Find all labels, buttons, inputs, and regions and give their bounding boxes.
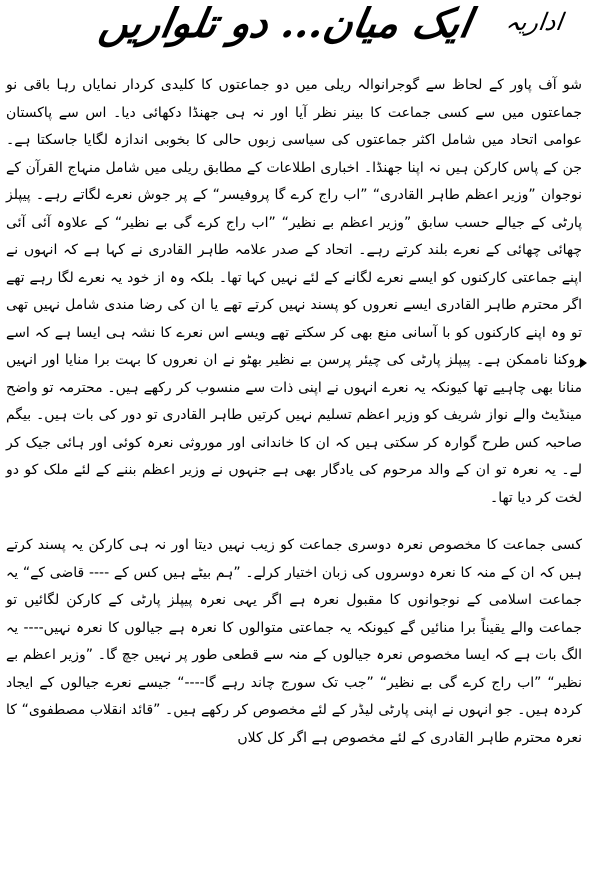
editorial-header	[0, 0, 590, 72]
editorial-article	[0, 72, 590, 752]
paragraph-2: کسی جماعت کا مخصوص نعرہ دوسری جماعت کو زیب نہیں دیتا اور نہ ہی کارکن یہ پسند کرتے ہیں کہ ان کے منہ کا نعرہ دوسروں کی زبان اختیار کرلے۔ ”ہم بیٹے ہیں کس کے ---- قاضی کے“ یہ جماعت اسلامی کے نوجوانوں کا مقبول نعرہ ہے اگر یہی نعرہ پیپلز پارٹی کے کارکن لگائیں تو جماعت والے یقیناً برا منائیں گے کیونکہ یہ جماعتی متوالوں کا نعرہ ہے جیالوں کا نعرہ نہیں---- یہ الگ بات ہے کہ ایسا مخصوص نعرہ جیالوں کے منہ سے قطعی طور پر نہیں جچ گا۔ ”وزیر اعظم بے نظیر“ ”اب راج کرے گی بے نظیر“ ”جب تک سورج چاند رہے گا----“ جیسے نعرے جیالوں کے ایجاد کردہ ہیں۔ جو انہوں نے اپنی پارٹی لیڈر کے لئے مخصوص کر رکھے ہیں۔ ”قائد انقلاب مصطفوی“ کا نعرہ محترم طاہر القادری کے لئے مخصوص ہے اگر کل کلاں	[6, 537, 582, 746]
editorial-headline: ایک میان... دو تلواریں	[95, 0, 475, 47]
paragraph-spacer	[0, 512, 590, 532]
paragraph-1: شو آف پاور کے لحاظ سے گوجرانوالہ ریلی میں دو جماعتوں کا کلیدی کردار نمایاں رہا باقی نو جماعتوں میں سے کسی جماعت کا بینر نظر آیا اور نہ ہی جھنڈا دکھائی دیا۔ اس سے پاکستان عوامی اتحاد میں شامل اکثر جماعتوں کی سیاسی زبوں حالی کا بخوبی اندازہ لگایا جاسکتا ہے۔ جن کے پاس کارکن ہیں نہ اپنا جھنڈا۔ اخباری اطلاعات کے مطابق ریلی میں شامل منہاج القرآن کے نوجوان ”وزیر اعظم طاہر القادری“ ”اب راج کرے گا پروفیسر“ کے پر جوش نعرے لگاتے رہے۔ پیپلز پارٹی کے جیالے حسب سابق ”وزیر اعظم بے نظیر“ ”اب راج کرے گی بے نظیر“ کے علاوہ آئی آئی چھائی چھائی کے نعرے بلند کرتے رہے۔ اتحاد کے صدر علامہ طاہر القادری نے کہا ہے کہ انہوں نے اپنے جماعتی کارکنوں کو ایسے نعرے لگانے کے لئے نہیں کہا تھا۔ بلکہ وہ از خود یہ نعرے لگا رہے تھے اگر محترم طاہر القادری ایسے نعروں کو پسند نہیں کرتے تھے یا ان کی رضا مندی شامل نہیں تھی تو وہ اپنے کارکنوں کو با آسانی منع بھی کر سکتے تھے ویسے اس نعرے کا نشہ ہی ایسا ہے کہ اسے روکنا ناممکن ہے۔ پیپلز پارٹی کی چیئر پرسن بے نظیر بھٹو نے ان نعروں کا بہت برا منایا اور انہیں منانا بھی چاہیے تھا کیونکہ یہ نعرے انہوں نے اپنی ذات سے منسوب کر رکھے ہیں۔ محترمہ تو واضح مینڈیٹ والے نواز شریف کو وزیر اعظم تسلیم نہیں کرتیں طاہر القادری تو دور کی بات ہیں۔ بیگم صاحبہ کس طرح گوارہ کر سکتی ہیں کہ ان کا خاندانی اور موروثی نعرہ کوئی اور ہائی جیک کر لے۔ یہ نعرہ تو ان کے والد مرحوم کی یادگار بھی ہے جنہوں نے وزیر اعظم بننے کے لئے ملک کو دو لخت کر دیا تھا۔	[6, 77, 582, 506]
section-label: اداریہ	[503, 8, 564, 36]
margin-marker-icon	[580, 358, 587, 368]
